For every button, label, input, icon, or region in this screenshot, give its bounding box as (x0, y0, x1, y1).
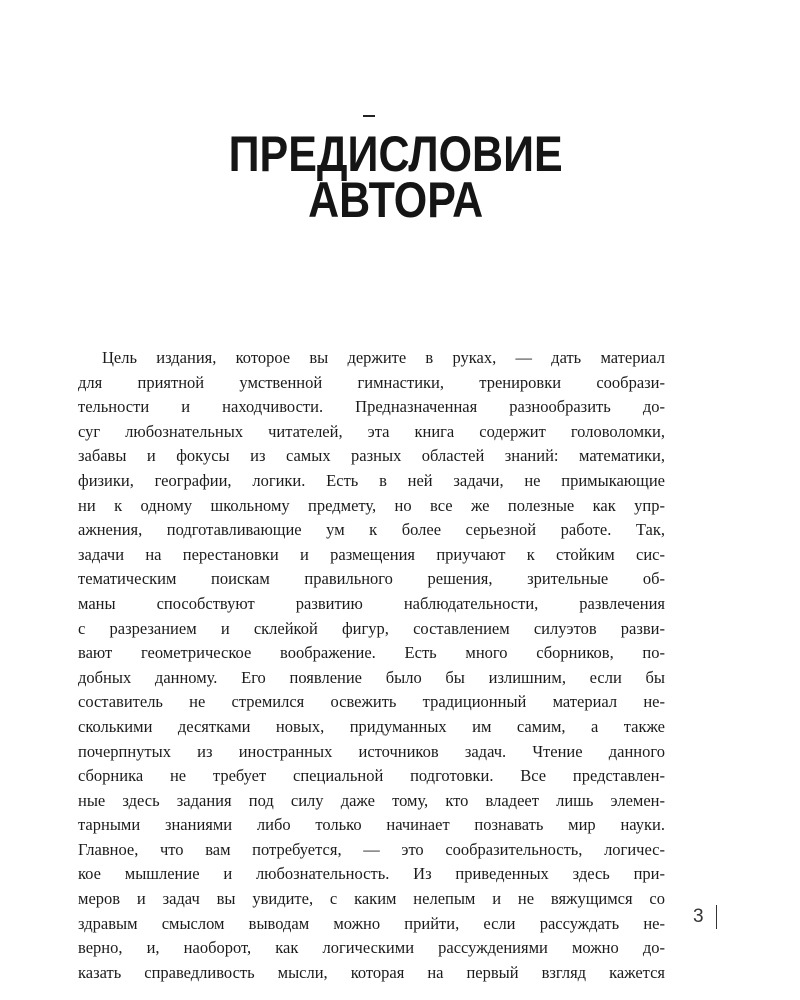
page-number-divider (716, 905, 717, 929)
text-line: тарными знаниями либо только начинает познавать мир науки. (78, 815, 665, 835)
text-line: тематическим поискам правильного решения, зрительные об- (78, 569, 665, 589)
text-line: физики, географии, логики. Есть в ней задачи, не примыкающие (78, 470, 665, 490)
text-line: добных данному. Его появление было бы излишним, если бы (78, 667, 665, 687)
text-line: маны способствуют развитию наблюдательности, развлечения (78, 593, 665, 613)
text-line: ни к одному школьному предмету, но все же полезные как упр- (78, 495, 665, 515)
text-line: Цель издания, которое вы держите в руках, — дать материал (102, 348, 665, 367)
text-line: здравым смыслом выводам можно прийти, если рассуждать не- (78, 913, 665, 933)
text-line: кое мышление и любознательность. Из приведенных здесь при- (78, 864, 665, 884)
text-line: меров и задач вы увидите, с каким нелепым и не вяжущимся со (78, 889, 665, 909)
text-line: верно, и, наоборот, как логическими рассуждениями можно до- (78, 938, 665, 958)
text-line: Главное, что вам потребуется, — это сообразительность, логичес- (78, 839, 665, 859)
text-line: забавы и фокусы из самых разных областей знаний: математики, (78, 446, 665, 466)
text-line: вают геометрическое воображение. Есть много сборников, по- (78, 643, 665, 663)
text-line: составитель не стремился освежить традиционный материал не- (78, 692, 665, 712)
chapter-title-line-1: ПРЕДИСЛОВИЕ (228, 126, 563, 182)
text-line: сборника не требует специальной подготовки. Все представлен- (78, 766, 665, 786)
page-number: 3 (693, 906, 704, 927)
text-line: казать справедливость мысли, которая на первый взгляд кажется (78, 962, 665, 982)
text-line: для приятной умственной гимнастики, тренировки сообрази- (78, 372, 665, 392)
text-line: задачи на перестановки и размещения приучают к стойким сис- (78, 544, 665, 564)
heading-dash-mark (363, 115, 375, 117)
text-line: ные здесь задания под силу даже тому, кто владеет лишь элемен- (78, 790, 665, 810)
chapter-title-line-2: АВТОРА (308, 172, 484, 228)
text-line: суг любознательных читателей, эта книга содержит головоломки, (78, 421, 665, 441)
text-line: сколькими десятками новых, придуманных им самим, а также (78, 716, 665, 736)
text-line: тельности и находчивости. Предназначенная разнообразить до- (78, 397, 665, 417)
preface-body-text (78, 346, 665, 985)
text-line: почерпнутых из иностранных источников задач. Чтение данного (78, 741, 665, 761)
text-line: с разрезанием и склейкой фигур, составлением силуэтов разви- (78, 618, 665, 638)
text-line: ажнения, подготавливающие ум к более серьезной работе. Так, (78, 520, 665, 540)
